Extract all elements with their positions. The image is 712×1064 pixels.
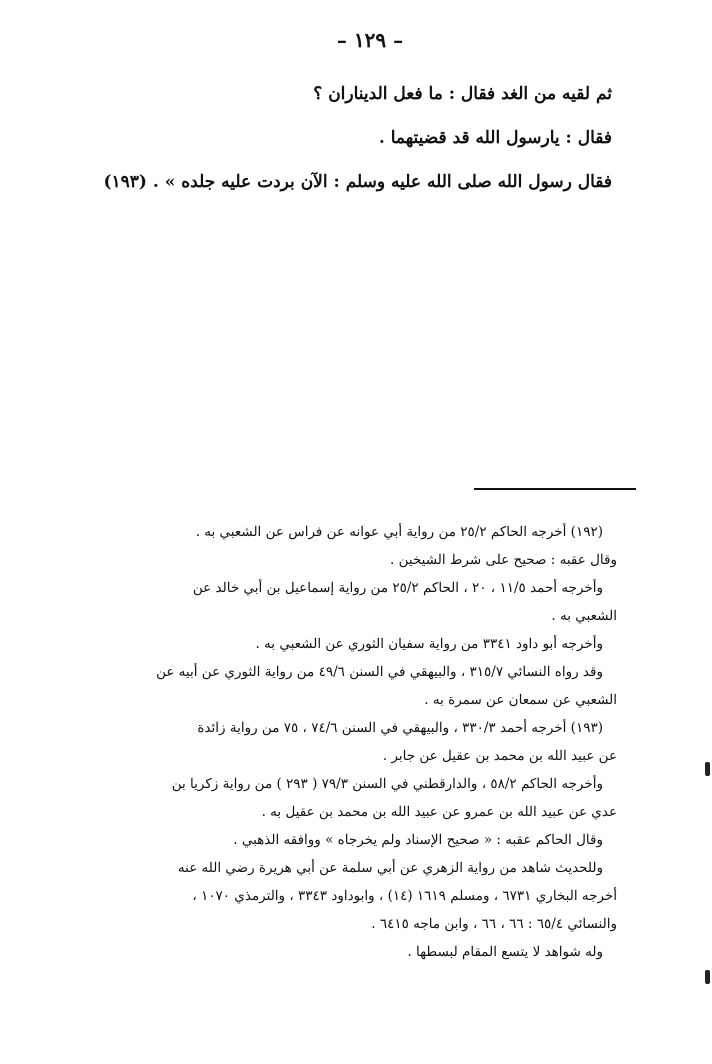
footnote-line: عدي عن عبيد الله بن عمرو عن عبيد الله بن محمد بن عقيل به . xyxy=(261,804,617,820)
footnotes xyxy=(97,518,617,966)
page-number: – ١٢٩ – xyxy=(336,28,404,52)
footnote-line: (١٩٣) أخرجه أحمد ٣٣٠/٣ ، والبيهقي في السنن ٧٤/٦ ، ٧٥ من رواية زائدة xyxy=(197,720,603,736)
main-text-line: فقال رسول الله صلى الله عليه وسلم : الآن بردت عليه جلده » . (١٩٣) xyxy=(103,172,612,192)
footnote-divider xyxy=(474,488,636,490)
main-text xyxy=(92,72,612,204)
footnote-line: عن عبيد الله بن محمد بن عقيل عن جابر . xyxy=(382,748,617,764)
footnote-line: (١٩٢) أخرجه الحاكم ٢٥/٢ من رواية أبي عوانه عن فراس عن الشعبي به . xyxy=(195,524,603,540)
footnote-line: أخرجه البخاري ٦٧٣١ ، ومسلم ١٦١٩ (١٤) ، وابوداود ٣٣٤٣ ، والترمذي ١٠٧٠ ، xyxy=(192,888,617,904)
main-text-line: فقال : يارسول الله قد قضيتهما . xyxy=(378,128,612,148)
footnote-line: والنسائي ٦٥/٤ : ٦٦ ، ٦٦ ، وابن ماجه ٦٤١٥ . xyxy=(371,916,617,932)
footnote-line: وأخرجه أحمد ١١/٥ ، ٢٠ ، الحاكم ٢٥/٢ من رواية إسماعيل بن أبي خالد عن xyxy=(192,580,603,596)
footnote-line: الشعبي به . xyxy=(551,608,617,624)
scan-edge-mark xyxy=(705,762,710,776)
footnote-line: وقال الحاكم عقبه : « صحيح الإسناد ولم يخرجاه » ووافقه الذهبي . xyxy=(233,832,603,848)
footnote-line: وللحديث شاهد من رواية الزهري عن أبي سلمة عن أبي هريرة رضي الله عنه xyxy=(177,860,603,876)
footnote-line: الشعبي عن سمعان عن سمرة به . xyxy=(424,692,617,708)
footnote-line: وقد رواه النسائي ٣١٥/٧ ، والبيهقي في السنن ٤٩/٦ من رواية الثوري عن أبيه عن xyxy=(156,664,603,680)
footnote-line: وأخرجه الحاكم ٥٨/٢ ، والدارقطني في السنن ٧٩/٣ ( ٢٩٣ ) من رواية زكريا بن xyxy=(171,776,603,792)
footnote-line: وأخرجه أبو داود ٣٣٤١ من رواية سفيان الثوري عن الشعبي به . xyxy=(255,636,603,652)
main-text-line: ثم لقيه من الغد فقال : ما فعل الديناران ؟ xyxy=(313,84,612,104)
footnote-line: وله شواهد لا يتسع المقام لبسطها . xyxy=(407,944,603,960)
footnote-line: وقال عقبه : صحيح على شرط الشيخين . xyxy=(389,552,617,568)
scan-edge-mark xyxy=(705,970,710,984)
